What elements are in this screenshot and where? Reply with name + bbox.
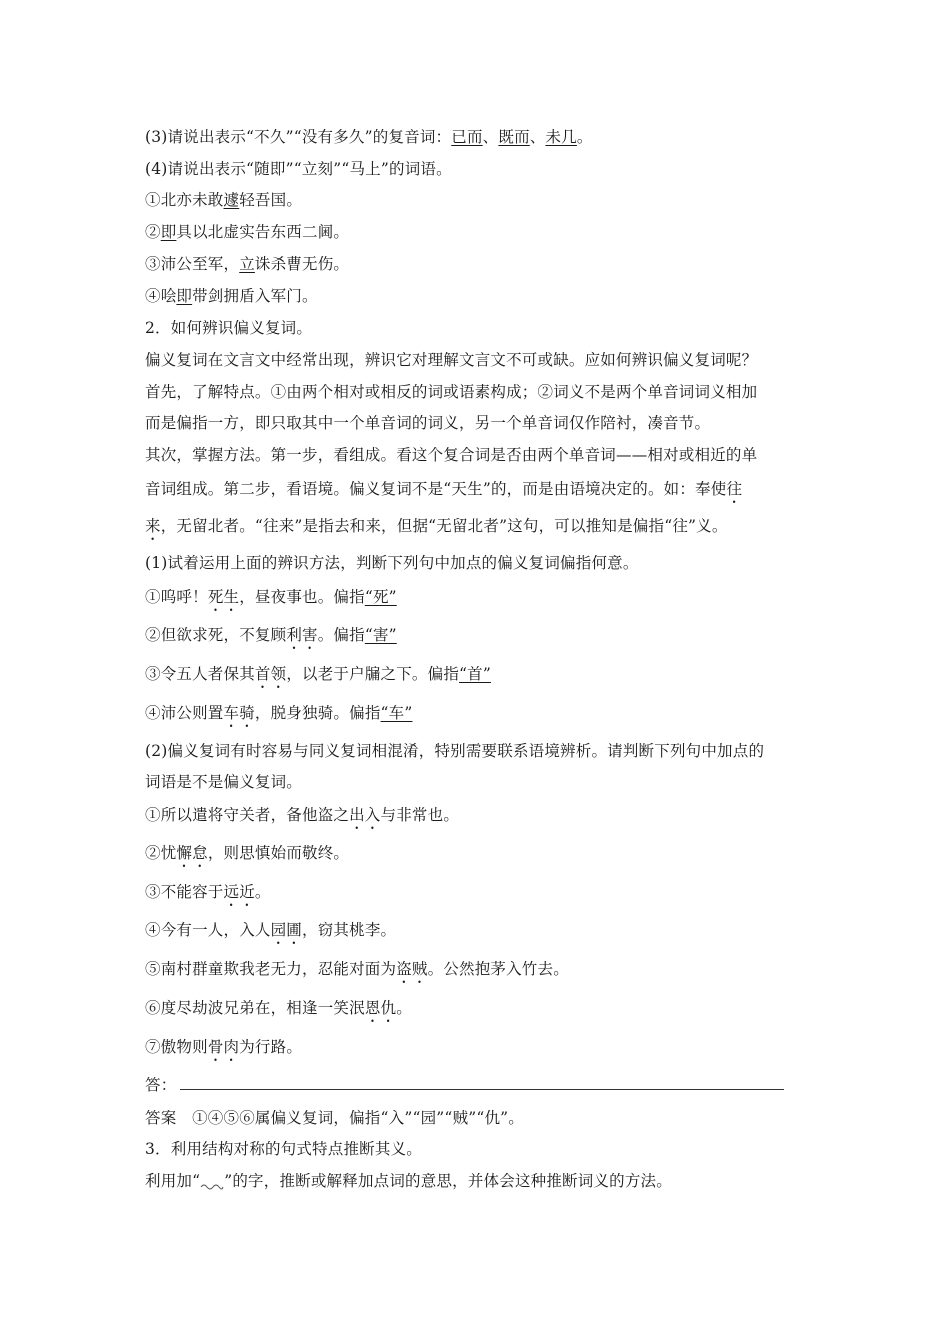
dotted-word: 往 bbox=[726, 480, 743, 498]
exercise-line bbox=[145, 805, 459, 833]
paragraph-line: 其次，掌握方法。第一步，看组成。看这个复合词是否由两个单音词——相对或相近的单 bbox=[145, 446, 758, 464]
paragraph-line: 首先，了解特点。①由两个相对或相反的词或语素构成；②词义不是两个单音词词义相加 bbox=[145, 383, 758, 401]
dotted-word: 盗贼 bbox=[396, 960, 428, 978]
example-text: ② bbox=[145, 223, 161, 241]
section-heading: 2．如何辨识偏义复词。 bbox=[145, 319, 313, 337]
exercise-text: 。偏指 bbox=[317, 626, 365, 644]
subquestion-heading: (2)偏义复词有时容易与同义复词相混淆，特别需要联系语境辨析。请判断下列句中加点的 bbox=[145, 742, 765, 760]
exercise-text: ，脱身独骑。偏指 bbox=[254, 704, 381, 722]
example-line bbox=[145, 286, 318, 306]
paragraph-line bbox=[145, 516, 728, 544]
answer-word: 已而 bbox=[451, 128, 483, 146]
example-text: ①北亦未敢 bbox=[145, 191, 224, 209]
exercise-text: ，则思慎始而敬终。 bbox=[207, 844, 350, 862]
example-text: 诛杀曹无伤。 bbox=[254, 255, 350, 273]
exercise-line bbox=[145, 882, 271, 910]
answer-word: 既而 bbox=[498, 128, 530, 146]
exercise-text: ⑤南村群童欺我老无力，忍能对面为 bbox=[145, 960, 397, 978]
paragraph-text: 音词组成。第二步，看语境。偏义复词不是“天生”的，而是由语境决定的。如：奉使 bbox=[145, 480, 727, 498]
separator: 、 bbox=[529, 128, 546, 146]
exercise-text: 。公然抱茅入竹去。 bbox=[427, 960, 569, 978]
exercise-text: ②但欲求死，不复顾 bbox=[145, 626, 287, 644]
dotted-word: 远近 bbox=[223, 883, 255, 901]
exercise-text: ，以老于户牖之下。偏指 bbox=[286, 665, 460, 683]
dotted-word: 死生 bbox=[207, 588, 240, 606]
answer-input-line[interactable] bbox=[180, 1075, 784, 1090]
dotted-word: 车骑 bbox=[223, 704, 255, 722]
example-text: 具以北虚实告东西二阃。 bbox=[176, 223, 350, 241]
dotted-word: 懈怠 bbox=[176, 844, 208, 862]
exercise-line bbox=[145, 920, 396, 948]
paragraph-line: 而是偏指一方，即只取其中一个单音词的词义，另一个单音词仅作陪衬，凑音节。 bbox=[145, 414, 711, 432]
paragraph-line: 偏义复词在文言文中经常出现，辨识它对理解文言文不可或缺。应如何辨识偏义复词呢？ bbox=[145, 351, 758, 369]
dotted-word: 出入 bbox=[349, 806, 381, 824]
paragraph-line bbox=[145, 479, 742, 507]
dotted-word: 来 bbox=[145, 517, 161, 535]
exercise-line bbox=[145, 959, 569, 987]
exercise-text: 。 bbox=[254, 883, 271, 901]
answer-blank: “害” bbox=[364, 626, 397, 644]
dotted-word: 利害 bbox=[286, 626, 318, 644]
exercise-line bbox=[145, 587, 397, 615]
subquestion-heading: (1)试着运用上面的辨识方法，判断下列句中加点的偏义复词偏指何意。 bbox=[145, 554, 639, 572]
exercise-line bbox=[145, 625, 397, 653]
example-text: 带剑拥盾入军门。 bbox=[192, 287, 318, 305]
underlined-word: 遽 bbox=[223, 191, 240, 209]
exercise-text: 与非常也。 bbox=[380, 806, 460, 824]
exercise-line bbox=[145, 998, 412, 1026]
example-text: 轻吾国。 bbox=[239, 191, 303, 209]
example-line bbox=[145, 254, 349, 274]
exercise-line bbox=[145, 1037, 302, 1065]
underlined-word: 即 bbox=[160, 223, 177, 241]
paragraph-line bbox=[145, 1171, 672, 1191]
dotted-word: 骨肉 bbox=[207, 1038, 240, 1056]
example-text: ④哙 bbox=[145, 287, 177, 305]
example-text: ③沛公至军， bbox=[145, 255, 240, 273]
question-4-line: (4)请说出表示“随即”“立刻”“马上”的词语。 bbox=[145, 160, 452, 178]
exercise-text: ，昼夜事也。偏指 bbox=[239, 588, 365, 606]
separator: 、 bbox=[482, 128, 499, 146]
answer-line bbox=[145, 1075, 784, 1095]
exercise-text: ⑥度尽劫波兄弟在，相逢一笑泯 bbox=[145, 999, 365, 1017]
paragraph-text: 利用加“ bbox=[145, 1172, 201, 1190]
paragraph-text: ”的字，推断或解释加点词的意思，并体会这种推断词义的方法。 bbox=[224, 1172, 672, 1190]
exercise-text: ②忧 bbox=[145, 844, 177, 862]
answer-blank: “车” bbox=[380, 704, 413, 722]
exercise-text: ①呜呼！ bbox=[145, 588, 208, 606]
dotted-word: 首领 bbox=[254, 665, 287, 683]
dotted-word: 园圃 bbox=[270, 921, 303, 939]
underlined-word: 即 bbox=[176, 287, 193, 305]
exercise-text: ③不能容于 bbox=[145, 883, 224, 901]
exercise-text: ⑦傲物则 bbox=[145, 1038, 208, 1056]
question-text: (3)请说出表示“不久”“没有多久”的复音词： bbox=[145, 128, 452, 146]
exercise-line bbox=[145, 664, 491, 692]
exercise-text: ③令五人者保其 bbox=[145, 665, 255, 683]
dotted-word: 恩仇 bbox=[364, 999, 397, 1017]
punctuation: 。 bbox=[576, 128, 593, 146]
question-3-line bbox=[145, 127, 593, 147]
answer-label: 答： bbox=[145, 1076, 177, 1094]
answer-blank: “首” bbox=[459, 665, 491, 683]
answer-key: 答案 ①④⑤⑥属偏义复词，偏指“入”“园”“贼”“仇”。 bbox=[145, 1109, 524, 1127]
wavy-underline-mark bbox=[200, 1180, 224, 1190]
paragraph-text: ，无留北者。“往来”是指去和来，但据“无留北者”这句，可以推知是偏指“往”义。 bbox=[160, 517, 728, 535]
exercise-line bbox=[145, 843, 349, 871]
exercise-line bbox=[145, 703, 412, 731]
exercise-text: 。 bbox=[396, 999, 412, 1017]
answer-blank: “死” bbox=[364, 588, 397, 606]
exercise-text: 为行路。 bbox=[239, 1038, 303, 1056]
exercise-text: ④沛公则置 bbox=[145, 704, 224, 722]
example-line bbox=[145, 222, 349, 242]
exercise-text: ，窃其桃李。 bbox=[302, 921, 397, 939]
subquestion-heading: 词语是不是偏义复词。 bbox=[145, 773, 303, 791]
example-line bbox=[145, 190, 302, 210]
section-heading: 3．利用结构对称的句式特点推断其义。 bbox=[145, 1140, 422, 1158]
exercise-text: ④今有一人，入人 bbox=[145, 921, 271, 939]
exercise-text: ①所以遣将守关者，备他盗之 bbox=[145, 806, 350, 824]
answer-word: 未几 bbox=[545, 128, 577, 146]
underlined-word: 立 bbox=[239, 255, 255, 273]
